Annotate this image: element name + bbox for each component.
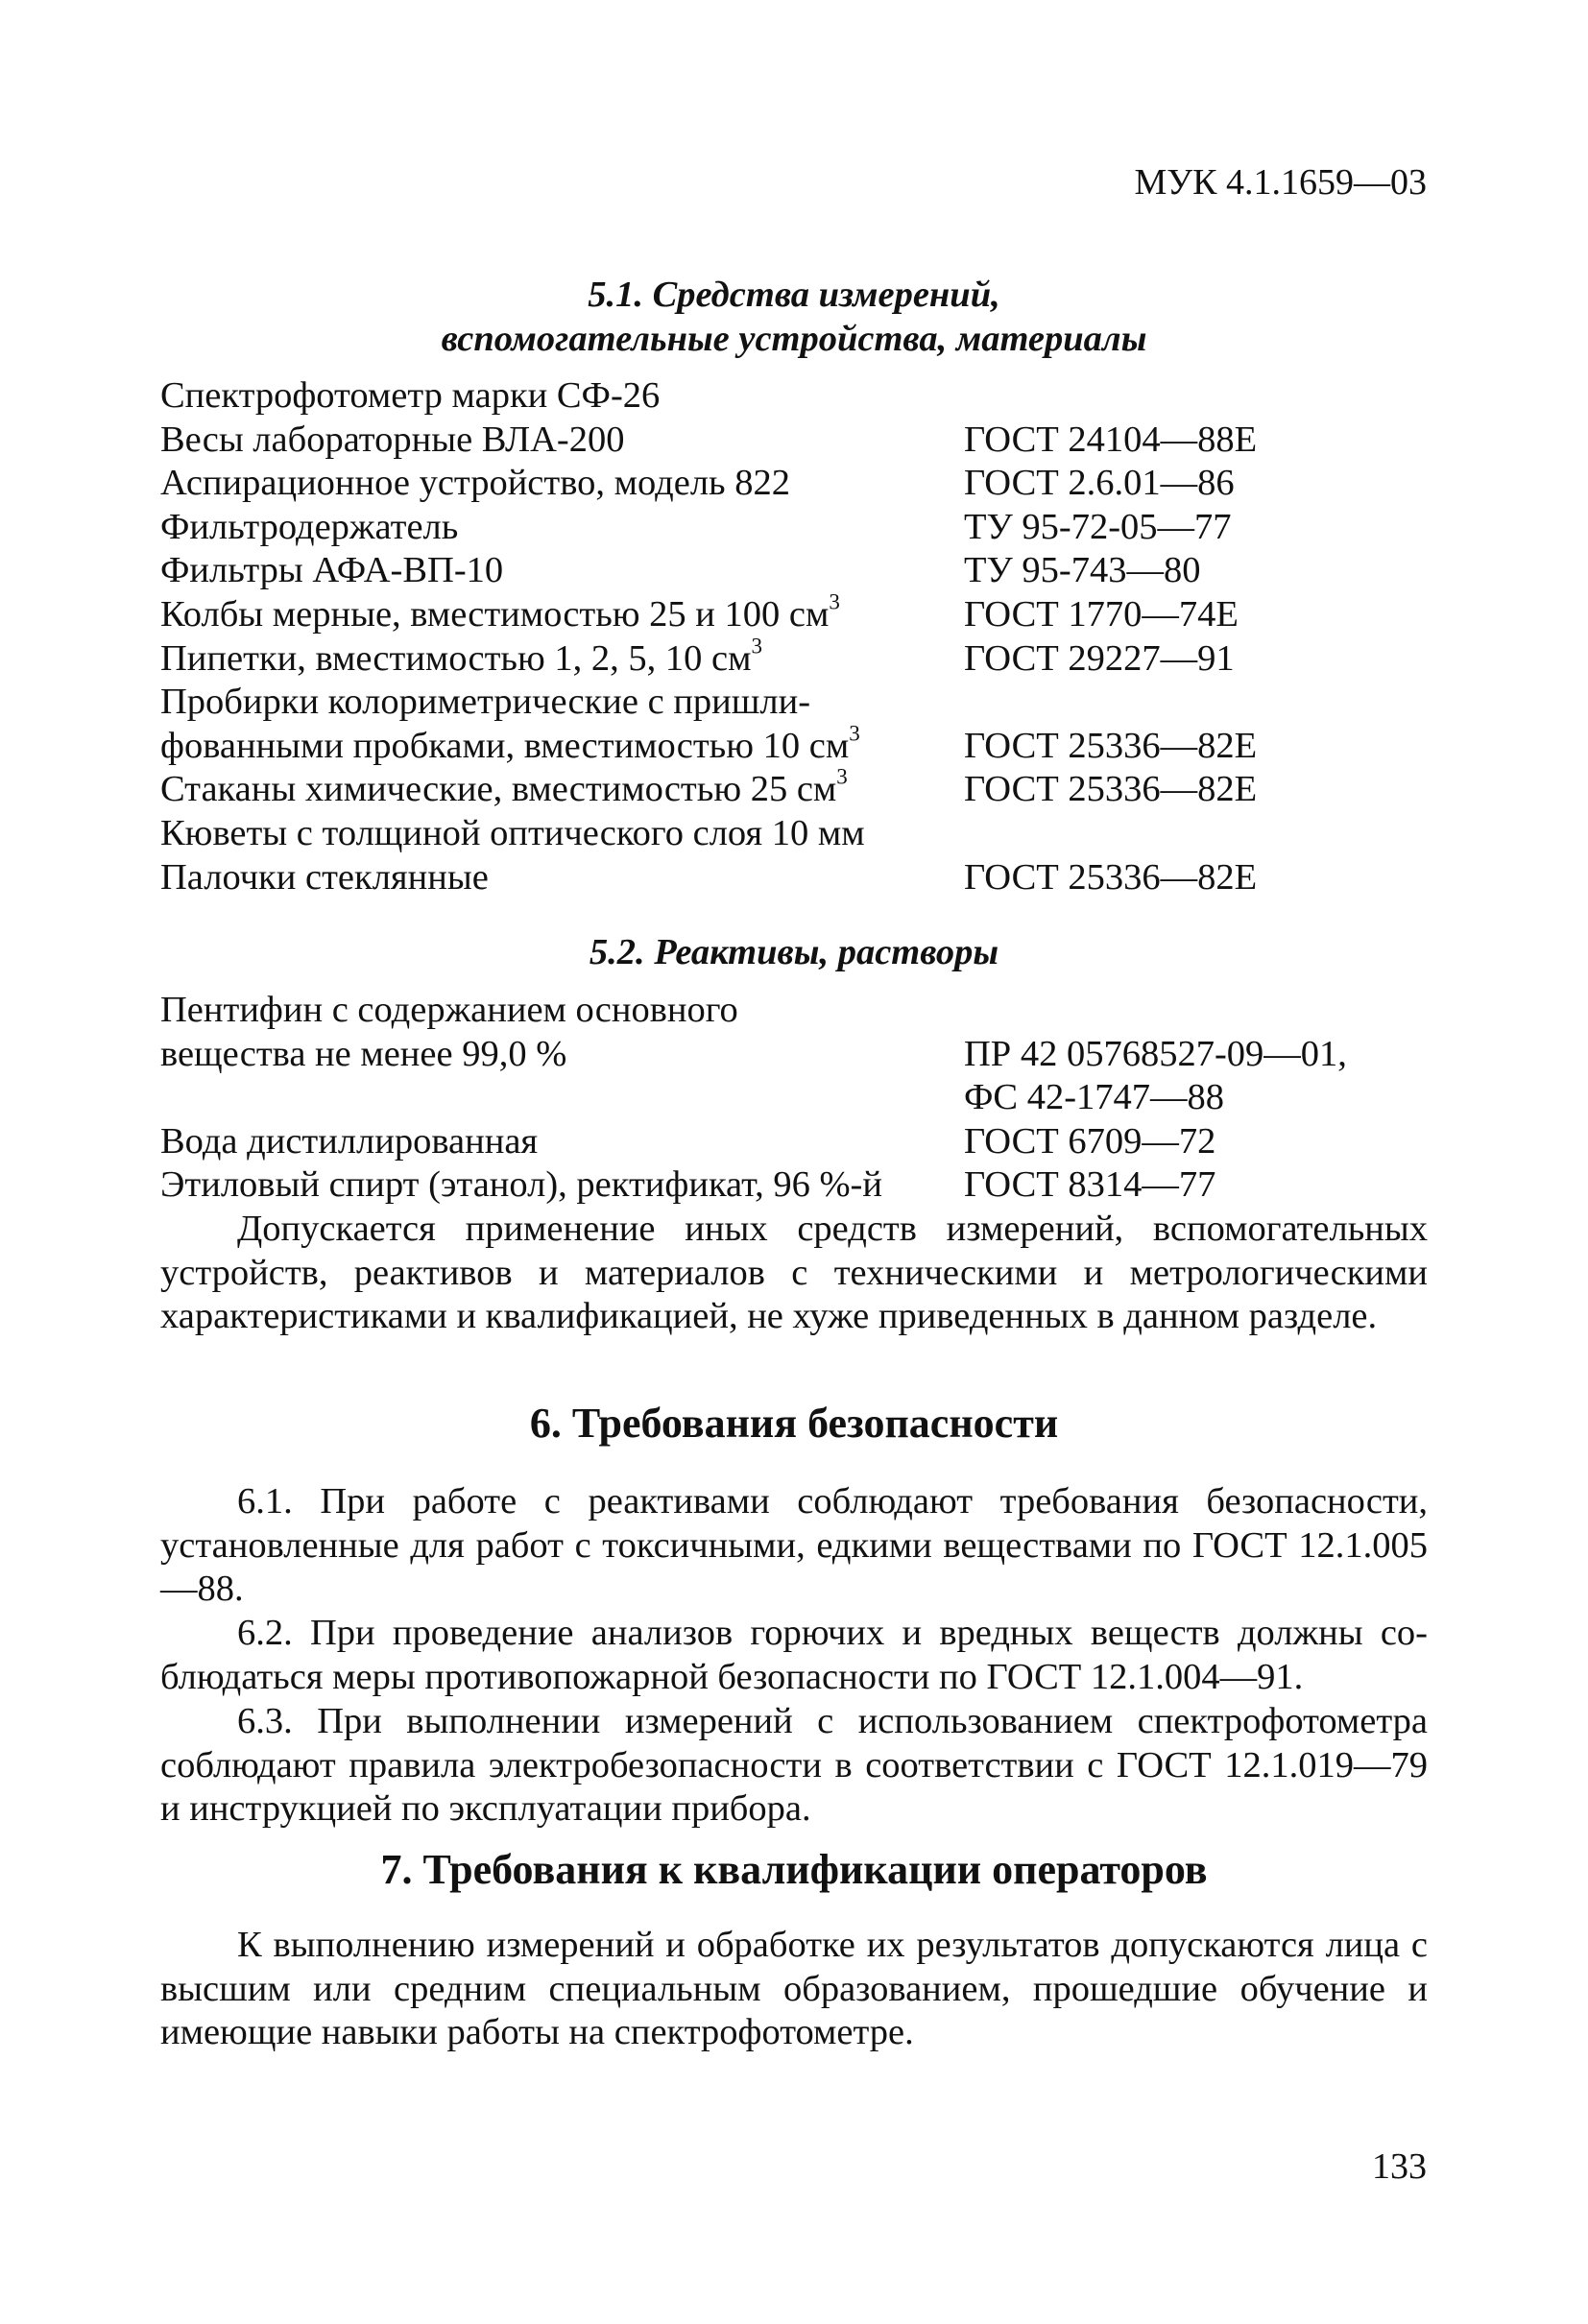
equipment-standard: ГОСТ 1770—74Е [964,593,1239,635]
equipment-name: Кюветы с толщиной оптического слоя 10 мм [160,812,865,853]
superscript: 3 [751,633,762,659]
reagent-standard: ГОСТ 8314—77 [964,1164,1216,1206]
section-7-paragraph: К выполнению измерений и обработке их результатов допускаются лица с высшим или средним специальным образованием, прошедшие обучение и имеющие навыки работы на спектрофотометре. [160,1925,1428,2053]
reagent-name: Вода дистиллированная [160,1120,539,1162]
reagent-name: Этиловый спирт (этанол), ректификат, 96 %-й [160,1164,882,1206]
superscript: 3 [836,764,848,790]
equipment-name: фованными пробками, вместимостью 10 $см^3$ [160,720,860,766]
equipment-name: Аспирационное устройство, модель 822 [160,463,790,504]
superscript: 3 [829,588,840,614]
section-5-2-heading: 5.2. Реактивы, растворы [589,932,999,972]
equipment-name: Пипетки, вместимостью 1, 2, 5, 10 $см^3$ [160,633,762,679]
equipment-standard: ГОСТ 2.6.01—86 [964,463,1235,504]
equipment-name: Фильтры АФА-ВП-10 [160,550,504,591]
page-number: 133 [1372,2146,1427,2187]
equipment-name: Палочки стеклянные [160,856,489,898]
superscript: 3 [849,720,860,746]
section-5-1-heading-line2: вспомогательные устройства, материалы [441,319,1147,359]
equipment-standard: ТУ 95-72-05—77 [964,506,1232,547]
equipment-standard: ГОСТ 29227—91 [964,637,1235,679]
equipment-name: Весы лабораторные ВЛА-200 [160,419,625,460]
section-6-heading: 6. Требования безопасности [529,1400,1059,1447]
equipment-name: Стаканы химические, вместимостью 25 $см^3$ [160,764,848,810]
section-6-paragraph: 6.1. При работе с реактивами соблюдают требования безопасности, установленные для работ с токсичными, едкими веществами по ГОСТ 12.1.005—88. [160,1481,1428,1610]
equipment-standard: ТУ 95-743—80 [964,550,1201,591]
reagent-name: Пентифин с содержанием основного [160,990,738,1030]
reagent-name: вещества не менее 99,0 % [160,1033,567,1074]
section-5-2-note: Допускается применение иных средств измерений, вспомогательных устройств, реактивов и материалов с техническими и метрологическими характеристиками и квалификацией, не хуже приведенных в данном разделе. [160,1209,1428,1337]
section-6-paragraph: 6.2. При проведение анализов горючих и вредных веществ должны соблюдаться меры противопожарной безопасности по ГОСТ 12.1.004—91. [160,1613,1428,1697]
reagent-standard: ФС 42-1747—88 [964,1077,1225,1118]
equipment-standard: ГОСТ 25336—82Е [964,725,1258,766]
equipment-name: Пробирки колориметрические с пришли- [160,682,811,723]
reagent-standard: ГОСТ 6709—72 [964,1120,1216,1162]
section-6-paragraph: 6.3. При выполнении измерений с использованием спектрофотометра соблюдают правила электробезопасности в соответствии с ГОСТ 12.1.019—79 и инструкцией по эксплуатации прибора. [160,1701,1428,1830]
equipment-standard: ГОСТ 24104—88Е [964,419,1258,460]
reagent-standard: ПР 42 05768527-09—01, [964,1033,1347,1074]
section-7-heading: 7. Требования к квалификации операторов [380,1846,1208,1893]
equipment-standard: ГОСТ 25336—82Е [964,769,1258,810]
document-code: МУК 4.1.1659—03 [1134,162,1427,203]
section-5-1-heading-line1: 5.1. Средства измерений, [588,275,1000,315]
equipment-name: Спектрофотометр марки СФ-26 [160,375,661,416]
equipment-name: Колбы мерные, вместимостью 25 и 100 $см^3$ [160,588,840,635]
equipment-standard: ГОСТ 25336—82Е [964,856,1258,898]
equipment-name: Фильтродержатель [160,506,459,547]
